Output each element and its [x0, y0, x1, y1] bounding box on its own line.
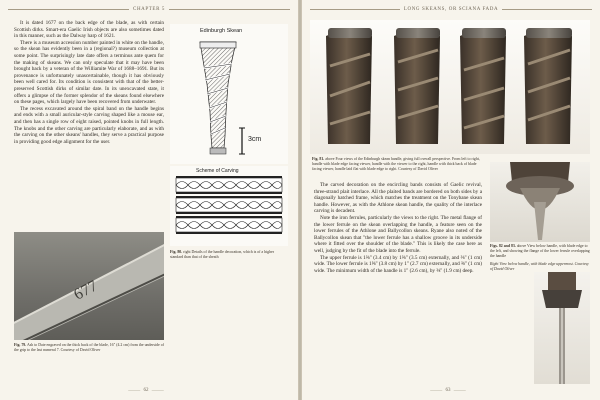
fig80-text: right Details of the handle decoration, which is of a higher standard than that of the sheath [170, 250, 275, 259]
running-head-left [8, 4, 290, 14]
engraved-date: 677 [71, 277, 101, 304]
four-handles-image [310, 20, 590, 154]
fig83-photo [534, 272, 590, 384]
folio-left [128, 387, 164, 394]
fig81-number: Fig. 81. [312, 157, 325, 161]
right-body-text [314, 182, 482, 274]
fig82-number: Figs. 82 and 83. [490, 244, 516, 248]
ornament-icon: ⸻ [430, 389, 443, 394]
page-number: 63 [445, 388, 451, 393]
handle-views-photo [310, 20, 590, 154]
fig80-caption [170, 250, 288, 260]
handle-view [326, 28, 372, 144]
blade-uppermost-image [534, 272, 590, 384]
fig82-caption [490, 244, 590, 272]
paragraph: The upper ferrule is 1⅜" (3.4 cm) by 1⅜" (3.5 cm) externally, and ⅜" (1 cm) wide. The lower ferrule is 1⅝" (3.8 cm) by 1" (2.7 cm) externally, and ⅜" (1 cm) wide. The minimum width of the handle is 1" (2.6 cm), by ⅜" (1.9 cm) deep. [314, 254, 482, 274]
fig80-number: Fig. 80. [170, 250, 183, 254]
skean-diagram [170, 24, 288, 164]
handle-view [524, 28, 572, 144]
scale-label: 3cm [248, 136, 262, 143]
interlace-bands [170, 166, 288, 246]
fig82-photo [490, 162, 590, 242]
skean-drawing [170, 24, 288, 164]
handle-view [460, 28, 506, 144]
paragraph: It is dated 1677 on the back edge of the blade, as with certain Scottish dirks. Smart-era Gaelic Irish objects are also sometimes dated in this manner, such as the Dalway harp of 1621. [14, 20, 164, 40]
handle-view [394, 28, 440, 144]
fig79-number: Fig. 79. [14, 343, 27, 347]
left-page [0, 0, 298, 400]
right-page [302, 0, 600, 400]
fig79-text: Ash to Date engraved on the thick back of the blade, 16" (4.2 cm) from the underside of the grip to the last numeral 7. Courtesy of David Oliver [14, 343, 164, 352]
paragraph: The carved decoration on the encircling bands consists of Gaelic revival, three-strand plait interlace. All the plaited bands are bordered on both sides by a diagonally hatched frame, which matches the treatment on the Tonybane skean handle. However, as with the Athlone skean handle, the quality of the interlace carving is decadent. [314, 182, 482, 215]
page-number: 62 [143, 388, 149, 393]
paragraph: The recess excavated around the spiral band on the handle begins and ends with a small auricular-style carving shaped like a mouse ear, and then has a single row of eight raised, pointed knobs in full length. The knobs and the other carving are particularly elaborate, and as with the carving on the other skeans' handles, they serve a practical purpose in providing good edge alignment for the user. [14, 105, 164, 145]
running-head-text: CHAPTER 5 [133, 6, 165, 12]
diagram-title: Edinburgh Skean [200, 28, 243, 34]
scheme-title: Scheme of Carving [196, 168, 239, 174]
carving-scheme [170, 166, 288, 246]
fig79-caption [14, 343, 164, 353]
paragraph: There is a museum accession number painted in white on the handle, so the skean has evidently been in a (regional?) museum collection at some point. The surprisingly late date offers a terminus ante quem for the making of skeans. We can only speculate that it may have been brought back by a veteran of the Williamite War of 1688–1691. But its provenance is unfortunately unascertainable, though it has obviously been well cared for. Its condition is consistent with that of the better-preserved Scottish dirks of similar date. In its unexcavated state, it offers a glimpse of the former splendor of the skeans found elsewhere on these pages, which largely have been recovered from underwater. [14, 39, 164, 106]
folio-right [430, 387, 466, 394]
running-head-text: LONG SKEANS, OR SCIANA FADA [403, 6, 499, 12]
blade-date-photo [14, 232, 164, 340]
running-head-right [310, 4, 592, 14]
fig81-text: above Four views of the Edinburgh skean handle, giving full overall perspective. From left to right, handle with blade edge facing viewer, handle with the viewer to the right, handle with thick back of blade facing viewer, handle laid flat with blade edge to right. Courtesy of David Oliver [312, 157, 480, 171]
ornament-icon: ⸻ [453, 389, 466, 394]
fig81-caption [312, 157, 482, 172]
ornament-icon: ⸻ [128, 389, 141, 394]
below-handle-image [490, 162, 590, 242]
fig83-text: Right View below handle, with blade edge uppermost. Courtesy of David Oliver [490, 261, 589, 271]
paragraph: Note the iron ferrules, particularly the views to the right. The metal flange of the lower ferrule on the skean overlapping the handle, a feature seen on the lower ferrules of the Athlone and Ballycollon skeans. Ryane also noted of the Ballycollon skean that "the lower ferrule has a shallow groove in its underside where it fitted over the shoulder of the blade." This is likely the case here as well, judging by the fit of the blade into the ferrule. [314, 214, 482, 254]
fig82-text: above View below handle, with blade edge to the left, and showing the flange of the lower ferrule overlapping the handle [490, 244, 590, 258]
left-body-text [14, 20, 164, 145]
ornament-icon: ⸻ [151, 389, 164, 394]
